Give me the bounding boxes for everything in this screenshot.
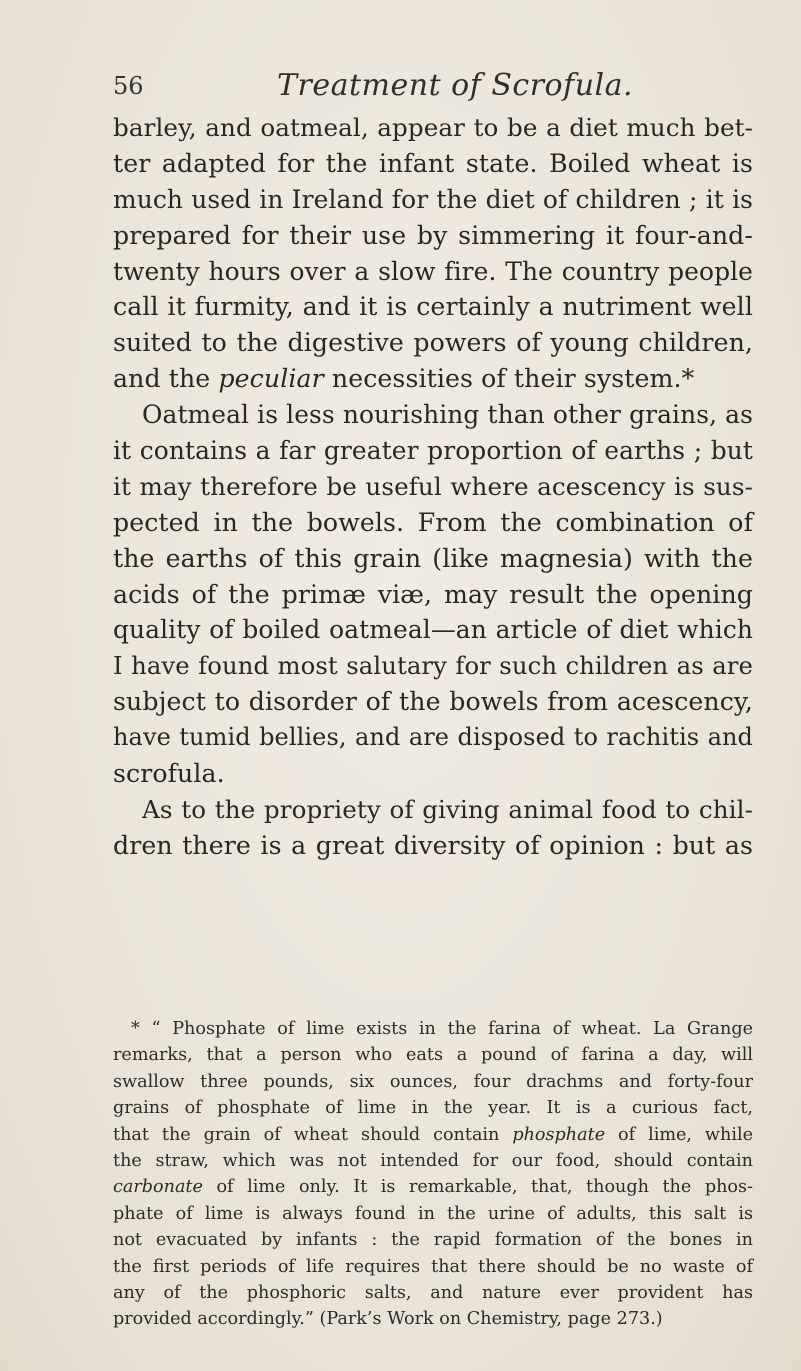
footnote-line: not evacuated by infants : the rapid formation of the bones in [113, 1230, 753, 1251]
footnote-line: that the grain of wheat should contain phosphate of lime, while [113, 1124, 753, 1145]
footnote-line: phate of lime is always found in the urine of adults, this salt is [113, 1203, 753, 1224]
footnote-line: carbonate of lime only. It is remarkable, that, though the phos- [113, 1177, 753, 1198]
text-line: quality of boiled oatmeal—an article of diet which [113, 615, 753, 645]
text-line: the earths of this grain (like magnesia) with the [113, 543, 753, 573]
text-line: subject to disorder of the bowels from acescency, [113, 687, 753, 717]
footnote-line: the straw, which was not intended for our food, should contain [113, 1150, 753, 1171]
text-line: have tumid bellies, and are disposed to rachitis and [113, 723, 753, 752]
text-line: dren there is a great diversity of opinion : but as [113, 830, 753, 860]
text-line: I have found most salutary for such children as are [113, 651, 753, 681]
text-line: prepared for their use by simmering it four-and- [113, 220, 753, 250]
paragraph-start-line: Oatmeal is less nourishing than other grains, as [142, 400, 753, 430]
page-header [113, 66, 753, 106]
page-number: 56 [113, 72, 144, 100]
text-line: ter adapted for the infant state. Boiled wheat is [113, 148, 753, 178]
footnote-line: provided accordingly.” (Park’s Work on Chemistry, page 273.) [113, 1309, 663, 1330]
italic-emphasis: peculiar [218, 364, 324, 394]
text-line: scrofula. [113, 759, 225, 789]
running-title: Treatment of Scrofula. [277, 68, 634, 103]
footnote-line: * “ Phosphate of lime exists in the farina of wheat. La Grange [131, 1019, 753, 1039]
text-line: it may therefore be useful where acescency is sus- [113, 471, 753, 501]
footnote-line: swallow three pounds, six ounces, four drachms and forty-four [113, 1071, 753, 1092]
text-line: barley, and oatmeal, appear to be a diet much bet- [113, 113, 753, 142]
footnote-line: grains of phosphate of lime in the year. It is a curious fact, [113, 1098, 753, 1119]
footnote-line: the first periods of life requires that there should be no waste of [113, 1256, 753, 1277]
text-line: twenty hours over a slow fire. The country people [113, 256, 753, 286]
text-line: and the peculiar necessities of their system.* [113, 364, 695, 394]
footnote [113, 1016, 753, 1333]
italic-emphasis: phosphate [512, 1124, 606, 1145]
paragraph-start-line: As to the propriety of giving animal food to chil- [142, 794, 753, 824]
text-line: much used in Ireland for the diet of children ; it is [113, 184, 753, 214]
italic-emphasis: carbonate [113, 1177, 203, 1198]
footnote-line: any of the phosphoric salts, and nature ever provident has [113, 1282, 753, 1303]
text-line: it contains a far greater proportion of earths ; but [113, 436, 753, 466]
text-line: suited to the digestive powers of young children, [113, 328, 753, 358]
text-line: call it furmity, and it is certainly a nutriment well [113, 292, 753, 322]
text-line: acids of the primæ viæ, may result the opening [113, 579, 753, 609]
body-text [113, 110, 753, 864]
text-line: pected in the bowels. From the combination of [113, 507, 753, 537]
footnote-line: remarks, that a person who eats a pound of farina a day, will [113, 1045, 753, 1066]
